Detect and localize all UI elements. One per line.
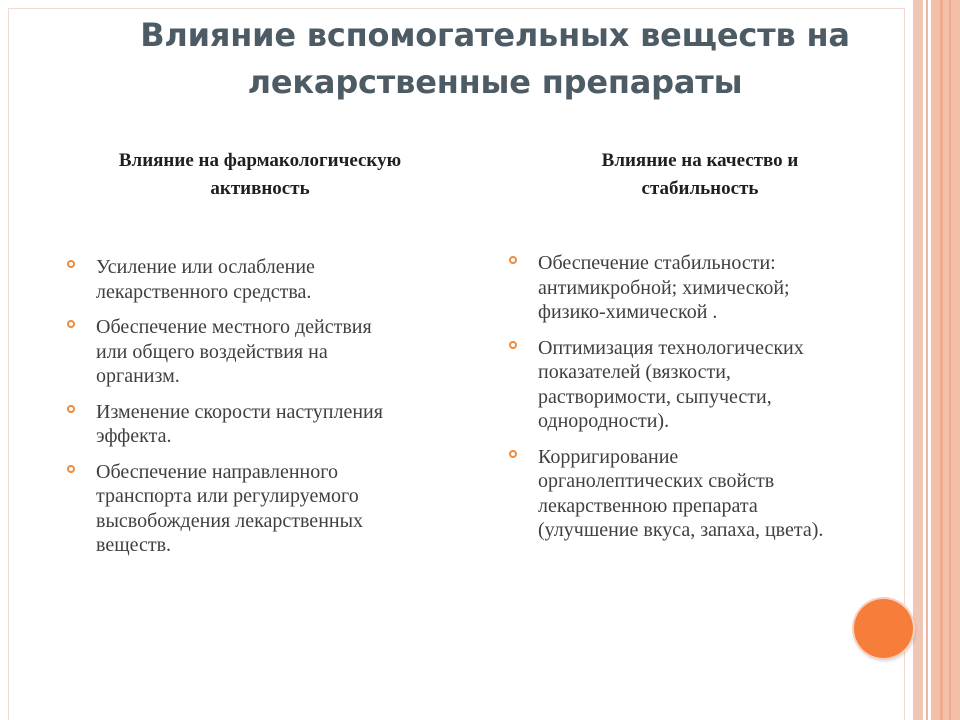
list-item-text: транспорта или регулируемого (96, 485, 359, 507)
list-item-text: Обеспечение направленного (96, 460, 338, 483)
list-item-text: растворимости, сыпучести, (538, 385, 772, 408)
title-line: Влияние вспомогательных веществ на (140, 16, 850, 54)
orange-circle-icon (854, 599, 913, 658)
list-item-text: Усиление или ослабление (96, 256, 315, 278)
list-item-text: веществ. (96, 534, 172, 556)
list-item-text: Изменение скорости наступления (96, 400, 383, 423)
bullet-icon (67, 405, 75, 413)
heading-line: Влияние на качество и (601, 150, 799, 171)
title-line: лекарственные препараты (247, 63, 743, 101)
left-bullet-list (66, 255, 446, 569)
list-item-text: Обеспечение местного действия (96, 316, 372, 338)
bullet-icon (67, 320, 75, 328)
list-item-text: Обеспечение стабильности: (538, 252, 776, 274)
bullet-icon (67, 260, 75, 268)
bullet-icon (509, 256, 517, 264)
bullet-icon (509, 450, 517, 458)
list-item (66, 315, 446, 389)
list-item-text: органолептических свойств (538, 470, 775, 492)
right-bullet-list (508, 251, 878, 554)
heading-line: активность (210, 178, 310, 199)
list-item-text: лекарственного средства. (96, 280, 312, 303)
list-item (508, 251, 878, 325)
edge-stripe (949, 0, 951, 720)
edge-stripe (913, 0, 923, 720)
bullet-icon (509, 341, 517, 349)
list-item (66, 255, 446, 304)
list-item-text: Оптимизация технологических (538, 336, 804, 359)
list-item-text: (улучшение вкуса, запаха, цвета). (538, 519, 824, 541)
list-item-text: однородности). (538, 410, 670, 432)
left-column-heading (60, 147, 460, 203)
heading-line: стабильность (641, 178, 759, 199)
list-item-text: или общего воздействия на (96, 340, 328, 363)
edge-stripe (931, 0, 960, 720)
slide-title (110, 12, 880, 106)
list-item (66, 400, 446, 449)
list-item (508, 336, 878, 434)
list-item-text: организм. (96, 365, 180, 387)
list-item-text: лекарственною препарата (538, 494, 758, 517)
edge-stripe (926, 0, 928, 720)
list-item (66, 460, 446, 558)
list-item-text: эффекта. (96, 425, 172, 447)
list-item-text: высвобождения лекарственных (96, 509, 364, 532)
right-column-heading (500, 147, 900, 203)
list-item-text: Корригирование (538, 445, 679, 468)
heading-line: Влияние на фармакологическую (118, 150, 402, 171)
bullet-icon (67, 465, 75, 473)
list-item-text: физико-химической . (538, 301, 718, 323)
edge-stripe (940, 0, 943, 720)
list-item-text: антимикробной; химической; (538, 276, 790, 299)
list-item-text: показателей (вязкости, (538, 361, 731, 383)
list-item (508, 445, 878, 543)
